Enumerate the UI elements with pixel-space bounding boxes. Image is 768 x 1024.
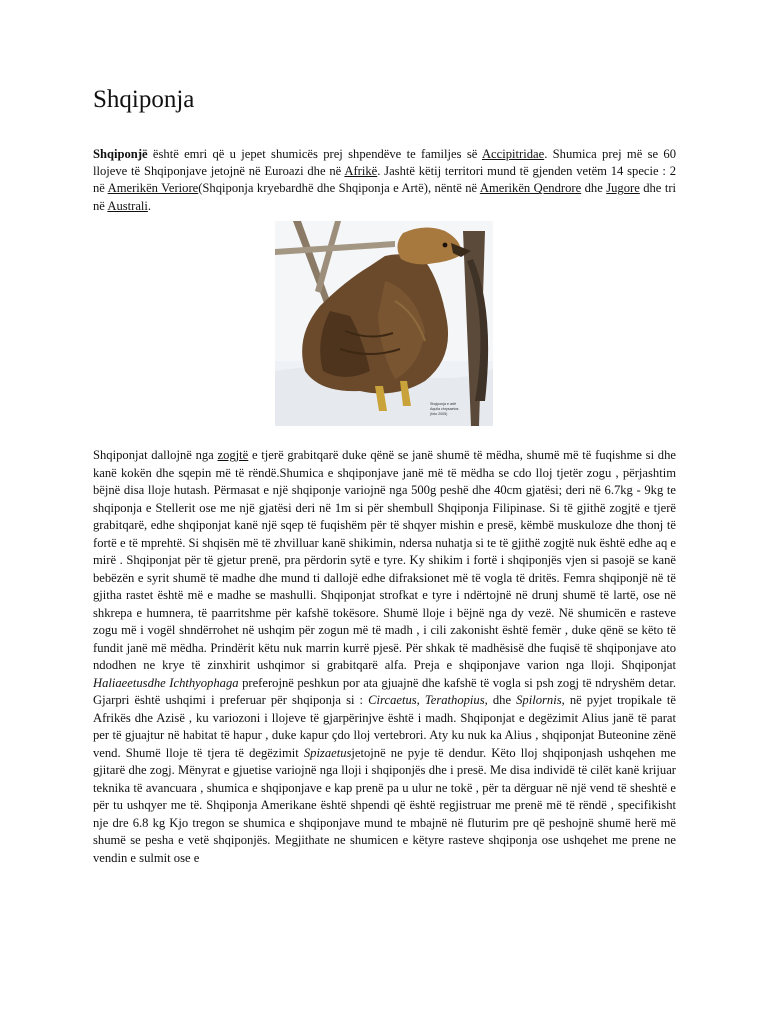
link-australi[interactable]: Australi [107, 198, 148, 213]
body-text: e tjerë grabitqarë duke qënë se janë shumë të mëdha, shumë më të fuqishme si dhe kanë kokën dhe sqepin më të rëndë.Shumica e shqiponjave janë më të mëdha se cdo lloj tjetër zogu , përjashtim bëjnë disa lloje hutash. Përmasat e një shqiponje variojnë nga 500g peshë dhe 40cm gjatësi; deri në 6.7kg - 9kg te shqiponja e Stellerit ose me një gjatësi deri në 1m si për shembull Shqiponja Filipinase. Si të gjithë zogjtë e tjerë grabitqarë, edhe shqiponjat kanë një sqep të fuqishëm për të shqyer mishin e presë, këmbë muskuloze dhe thonj të fortë e të mprehtë. Si shqisën më të zhvilluar kanë shikimin, ndersa nuhatja si te të gjithë zogjtë nuk është edhe aq e mirë . Shqiponjat për të gjetur prenë, pra përdorin sytë e tyre. Ky shikim i fortë i shqiponjës vjen si pasojë se kanë bebëzën e syrit shumë të madhe dhe mund ti dallojë edhe difraksionet më të vogla të dritës. Femra shqiponjë në të gjitha rastet është më e madhe se mashulli. Shqiponjat strofkat e tyre i ndërtojnë në drunj shumë të lartë, ose në shkrepa e humnera, të paarritshme për kafshë tokësore. Shumë lloje i bëjnë nga dy vezë. Në shumicën e rasteve zogu më i vogël shndërrohet në ushqim për zogun më të madh , i cili zakonisht është femër , duke qënë se këto të fundit janë më mëdha. Prindërit këtu nuk marrin kurrë pjesë. Për shkak të madhësisë dhe fuqisë të shqiponjave ato ndodhen ne krye të zinxhirit ushqimor si grabitqarë alfa. Preja e shqiponjave varion nga lloji. Shqiponjat [93, 448, 676, 672]
link-jugore[interactable]: Jugore [606, 181, 640, 196]
page-title: Shqiponja [93, 86, 195, 113]
intro-text: . Shumica prej më se 60 llojeve të Shqiponjave jetojnë në Euroazi dhe në [93, 147, 677, 179]
italic-taxon: Spilornis, [516, 693, 565, 707]
bold-term: Shqiponjë [93, 147, 148, 161]
body-text: , dhe [484, 693, 517, 707]
body-text: preferojnë peshkun por ata gjuajnë dhe kafshë të vogla si psh zogj të ndryshëm detar. Gjarpri është ushqimi i preferuar për shqiponja si : [93, 675, 676, 707]
image-caption-line: Shqiponja e artë [430, 402, 457, 406]
body-text: jetojnë ne pyje të dendur. Këto lloj shqiponjash ushqehen me gjitarë dhe zogj. Mënyrat e gjuetise variojnë nga lloji i shqiponjës dhe i presë. Me disa individë të cilët kanë krijuar teknika të avancuara , shumica e shqiponjave e kap prenë pa u ulur ne tokë , për ta dërguar në një vend të sheshtë e për tu ushqyer me të. Shqiponja Amerikane është shpendi që është regjistruar me prenë më të rëndë , specifikisht nje dre 6.8 kg Kjo tregon se shumica e shqiponjave mund te mbajnë në fluturim pre që peshojnë shumë herë më shumë se pesha e vetë shqiponjës. Megjithate ne shumicen e këtyre rasteve shqiponja ose ushqehet me prene ne vendin e sulmit ose e [93, 745, 676, 865]
link-afrike[interactable]: Afrikë [344, 164, 378, 179]
italic-taxon: Haliaeetusdhe Ichthyophaga [93, 675, 239, 690]
link-zogjte[interactable]: zogjtë [217, 448, 249, 462]
body-text: në pyjet tropikale të Afrikës dhe Azisë , ku variozoni i llojeve të gjarpërinjve është i madh. Shqiponjat e degëzimit Alius janë të parat per të gjuajtur në habitat të hapur , duke kapur çdo lloj vertebrori. Aty ku nuk ka Alius , shqiponjat Buteonine zënë vend. Shumë lloje të tjera të degëzimit [93, 693, 676, 760]
intro-paragraph [93, 146, 676, 215]
intro-text: është emri që u jepet shumicës prej shpendëve te familjes së [147, 147, 482, 161]
link-amerika-veriore[interactable]: Amerikën Veriore [107, 181, 199, 196]
intro-text: . Jashtë këtij territori mund të gjenden vetëm 14 specie : 2 në [93, 164, 676, 196]
link-amerika-qendrore[interactable]: Amerikën Qendrore [479, 181, 582, 196]
body-text: Shqiponjat dallojnë nga [93, 448, 218, 462]
italic-taxon: Spizaetus [303, 745, 352, 760]
body-paragraph [93, 447, 676, 867]
image-caption-line: Aquila chrysaetos [430, 407, 459, 411]
italic-taxon: Terathopius [424, 693, 485, 707]
intro-text: . [147, 198, 152, 213]
body-text: , [416, 693, 425, 707]
italic-taxon: Circaetus [368, 693, 417, 707]
intro-text: dhe [581, 181, 607, 196]
intro-text: dhe tri në [93, 181, 677, 213]
image-caption-line: (foto 2005) [430, 412, 448, 416]
eagle-photo [275, 221, 493, 426]
link-accipitridae[interactable]: Accipitridae [481, 147, 545, 161]
intro-text: (Shqiponja kryebardhë dhe Shqiponja e Artë), nëntë në [198, 181, 480, 196]
